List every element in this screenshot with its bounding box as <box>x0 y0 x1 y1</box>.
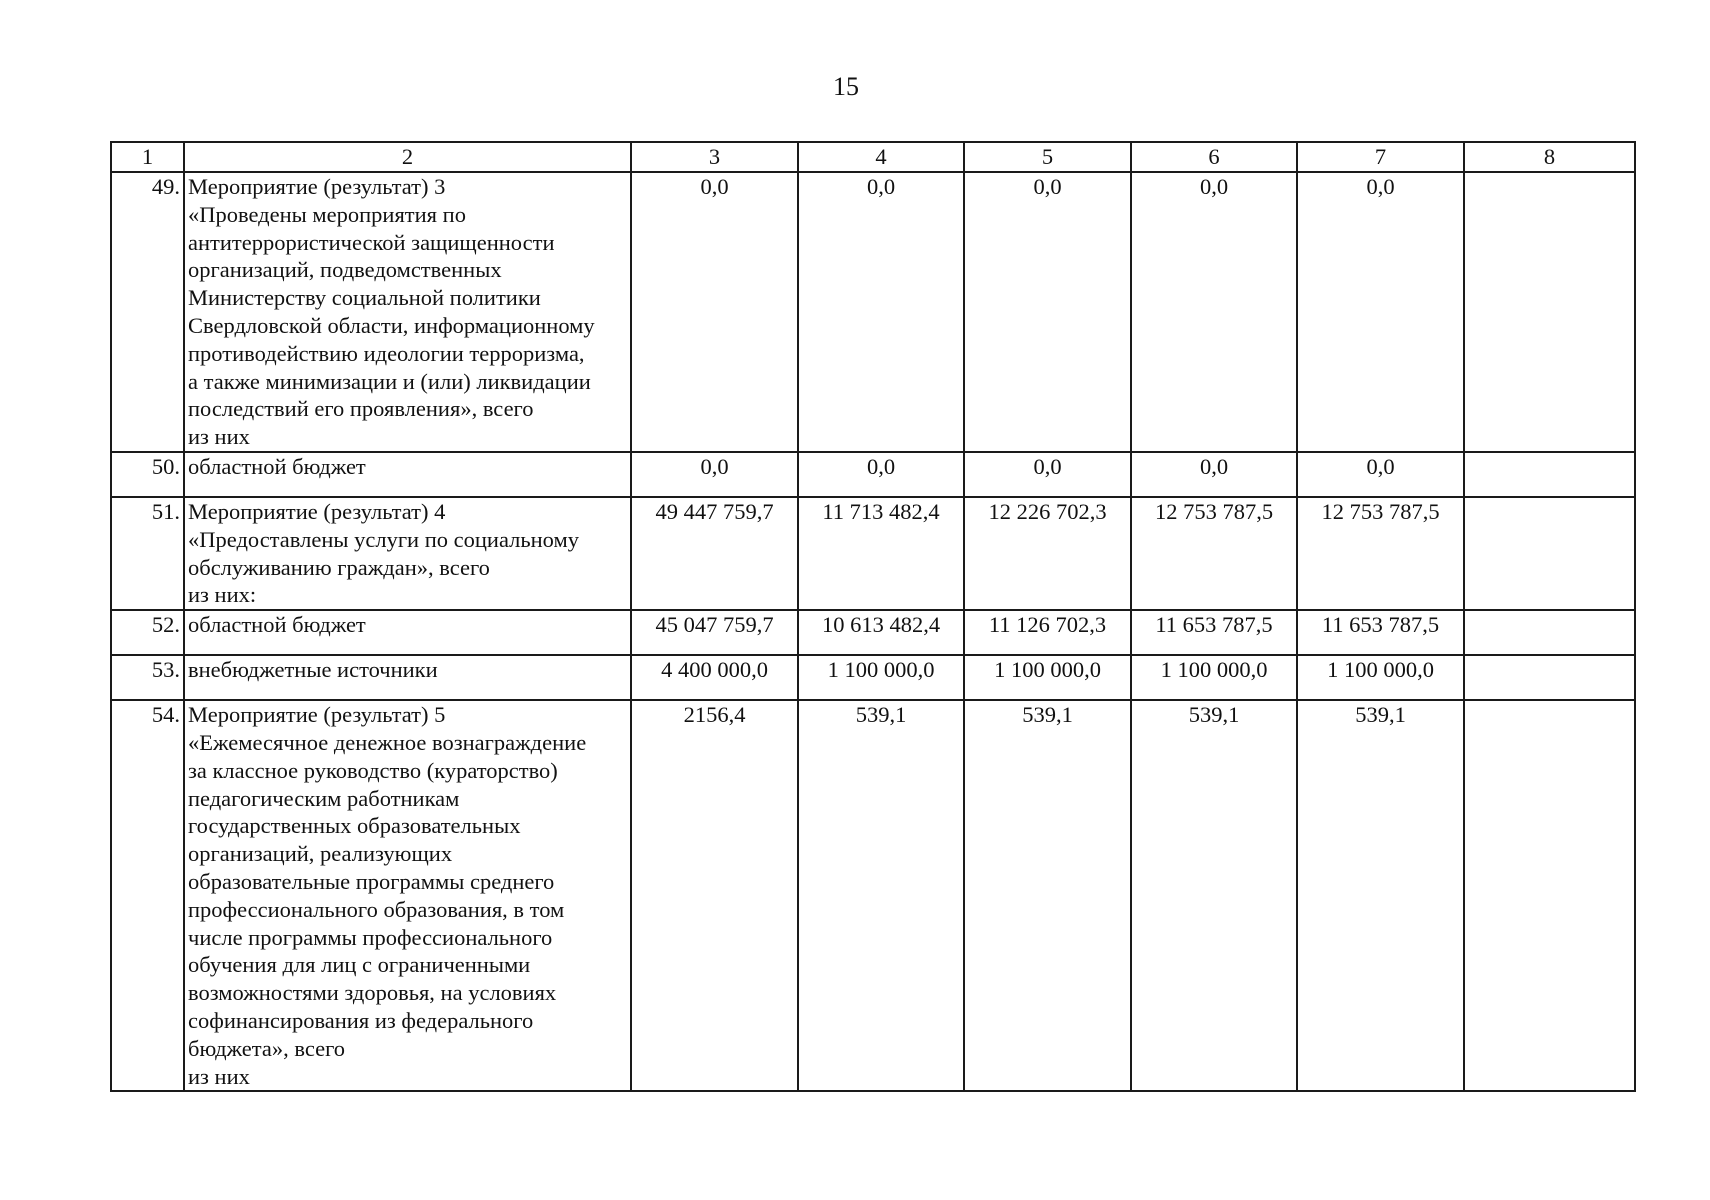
value-col-6: 0,0 <box>1131 452 1297 497</box>
column-header-3: 3 <box>631 142 798 172</box>
value-col-7: 12 753 787,5 <box>1297 497 1464 610</box>
row-name: областной бюджет <box>184 610 631 655</box>
column-header-5: 5 <box>964 142 1131 172</box>
value-col-8 <box>1464 700 1635 1091</box>
column-header-1: 1 <box>111 142 184 172</box>
row-number: 53. <box>111 655 184 700</box>
value-col-5: 1 100 000,0 <box>964 655 1131 700</box>
value-col-4: 0,0 <box>798 172 964 452</box>
column-header-2: 2 <box>184 142 631 172</box>
value-col-4: 10 613 482,4 <box>798 610 964 655</box>
value-col-3: 4 400 000,0 <box>631 655 798 700</box>
value-col-4: 1 100 000,0 <box>798 655 964 700</box>
row-name: областной бюджет <box>184 452 631 497</box>
row-number: 52. <box>111 610 184 655</box>
row-name: внебюджетные источники <box>184 655 631 700</box>
value-col-8 <box>1464 610 1635 655</box>
value-col-6: 1 100 000,0 <box>1131 655 1297 700</box>
value-col-3: 2156,4 <box>631 700 798 1091</box>
value-col-7: 0,0 <box>1297 172 1464 452</box>
column-header-6: 6 <box>1131 142 1297 172</box>
value-col-7: 1 100 000,0 <box>1297 655 1464 700</box>
value-col-7: 539,1 <box>1297 700 1464 1091</box>
row-name: Мероприятие (результат) 3 «Проведены мероприятия по антитеррористической защищенности организаций, подведомственных Министерству социальной политики Свердловской области, информационному противодействию идеологии терроризма, а также минимизации и (или) ликвидации последствий его проявления», всего из них <box>184 172 631 452</box>
column-header-7: 7 <box>1297 142 1464 172</box>
value-col-3: 49 447 759,7 <box>631 497 798 610</box>
column-header-8: 8 <box>1464 142 1635 172</box>
table-row <box>111 172 1635 452</box>
value-col-6: 0,0 <box>1131 172 1297 452</box>
value-col-4: 0,0 <box>798 452 964 497</box>
table-row <box>111 655 1635 700</box>
table-row <box>111 497 1635 610</box>
value-col-8 <box>1464 452 1635 497</box>
value-col-3: 45 047 759,7 <box>631 610 798 655</box>
value-col-6: 11 653 787,5 <box>1131 610 1297 655</box>
value-col-7: 0,0 <box>1297 452 1464 497</box>
value-col-3: 0,0 <box>631 172 798 452</box>
row-number: 50. <box>111 452 184 497</box>
budget-table <box>110 141 1636 1092</box>
value-col-8 <box>1464 655 1635 700</box>
row-name: Мероприятие (результат) 5 «Ежемесячное денежное вознаграждение за классное руководство (кураторство) педагогическим работникам государственных образовательных организаций, реализующих образовательные программы среднего профессионального образования, в том числе программы профессионального обучения для лиц с ограниченными возможностями здоровья, на условиях софинансирования из федерального бюджета», всего из них <box>184 700 631 1091</box>
value-col-5: 0,0 <box>964 172 1131 452</box>
column-header-4: 4 <box>798 142 964 172</box>
table-header-row <box>111 142 1635 172</box>
value-col-5: 0,0 <box>964 452 1131 497</box>
value-col-3: 0,0 <box>631 452 798 497</box>
table-row <box>111 700 1635 1091</box>
value-col-6: 12 753 787,5 <box>1131 497 1297 610</box>
value-col-6: 539,1 <box>1131 700 1297 1091</box>
value-col-5: 12 226 702,3 <box>964 497 1131 610</box>
row-name: Мероприятие (результат) 4 «Предоставлены услуги по социальному обслуживанию граждан», всего из них: <box>184 497 631 610</box>
value-col-8 <box>1464 172 1635 452</box>
row-number: 49. <box>111 172 184 452</box>
value-col-5: 539,1 <box>964 700 1131 1091</box>
value-col-8 <box>1464 497 1635 610</box>
row-number: 54. <box>111 700 184 1091</box>
table-row <box>111 610 1635 655</box>
page-number: 15 <box>833 72 859 101</box>
value-col-7: 11 653 787,5 <box>1297 610 1464 655</box>
value-col-5: 11 126 702,3 <box>964 610 1131 655</box>
value-col-4: 11 713 482,4 <box>798 497 964 610</box>
value-col-4: 539,1 <box>798 700 964 1091</box>
table-row <box>111 452 1635 497</box>
row-number: 51. <box>111 497 184 610</box>
